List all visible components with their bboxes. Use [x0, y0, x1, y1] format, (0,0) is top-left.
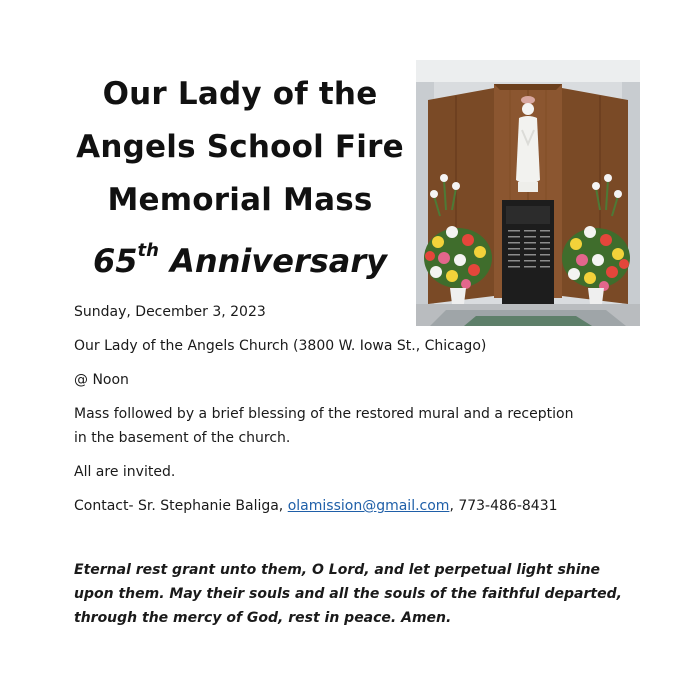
- title-line: Angels School Fire: [76, 129, 404, 165]
- anniversary-text: Anniversary: [158, 242, 387, 280]
- memorial-shrine-photo: [416, 60, 640, 326]
- event-title: [70, 68, 410, 227]
- event-details: [74, 300, 634, 528]
- anniversary-number: 65: [92, 242, 138, 280]
- anniversary-ordinal-suffix: th: [137, 240, 159, 262]
- event-invitation: All are invited.: [74, 464, 176, 480]
- event-time: @ Noon: [74, 372, 129, 388]
- event-date: Sunday, December 3, 2023: [74, 304, 266, 320]
- contact-name: Contact- Sr. Stephanie Baliga,: [74, 498, 288, 514]
- eternal-rest-prayer: [74, 558, 634, 630]
- event-location: Our Lady of the Angels Church (3800 W. Iowa St., Chicago): [74, 338, 487, 354]
- title-line: Our Lady of the: [102, 76, 378, 112]
- prayer-line: through the mercy of God, rest in peace. Amen.: [74, 610, 452, 626]
- prayer-line: upon them. May their souls and all the souls of the faithful departed,: [74, 586, 622, 602]
- contact-email-link[interactable]: olamission@gmail.com: [287, 498, 450, 514]
- title-line: Memorial Mass: [107, 182, 373, 218]
- description-line: Mass followed by a brief blessing of the restored mural and a reception: [74, 406, 574, 422]
- description-line: in the basement of the church.: [74, 430, 291, 446]
- contact-phone: , 773-486-8431: [449, 498, 558, 514]
- prayer-line: Eternal rest grant unto them, O Lord, and let perpetual light shine: [74, 562, 601, 578]
- event-description: [74, 402, 634, 450]
- event-contact: [74, 494, 634, 518]
- anniversary-heading: [70, 236, 410, 286]
